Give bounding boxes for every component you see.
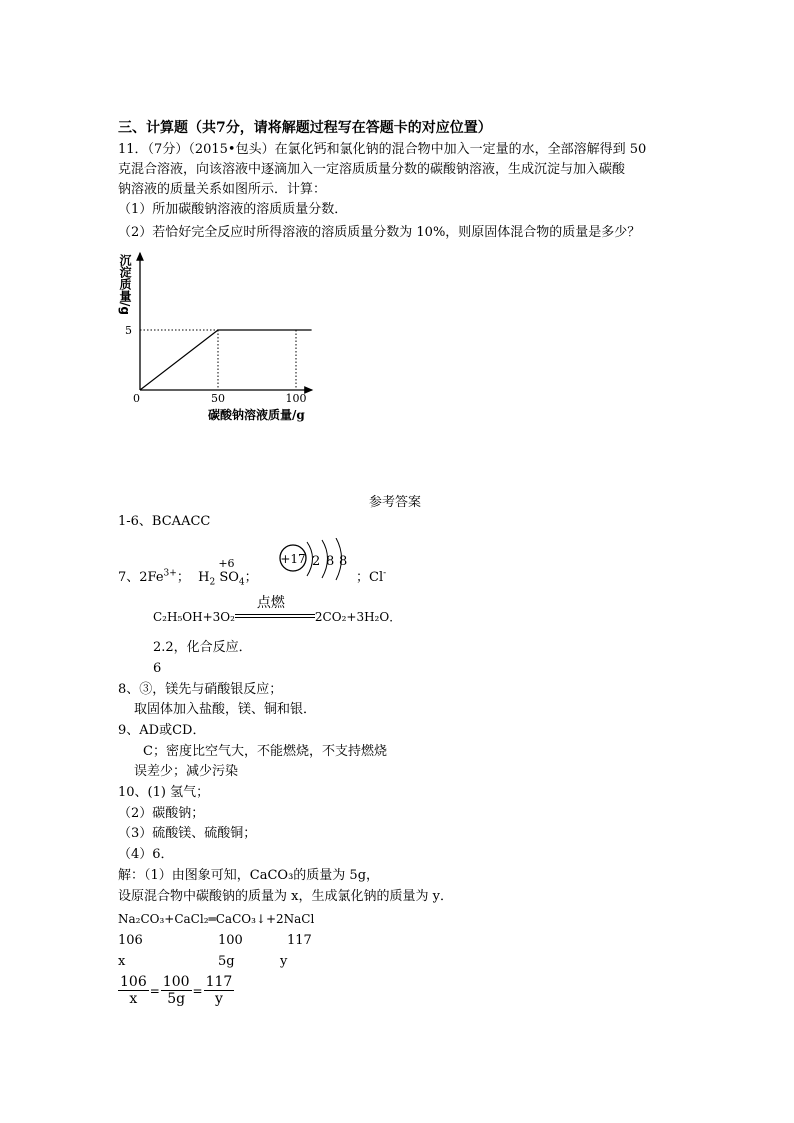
svg-text:8: 8 [339,554,348,569]
answer-7-line2: 2.2，化合反应． [153,640,252,655]
answer-10-line3: （3）硫酸镁、硫酸铜； [118,826,257,841]
precipitate-chart [110,245,330,430]
question-line: 克混合溶液，向该溶液中逐滴加入一定溶质质量分数的碳酸钠溶液，生成沉淀与加入碳酸 [118,162,626,177]
solution-line1: 解：（1）由图象可知，CaCO₃的质量为 5g， [118,868,380,883]
answer-10-line1: 10、(1) 氢气； [118,785,210,800]
solution-row1-a: 106 [118,933,143,948]
answer-9-line3: 误差少；减少污染 [134,764,239,779]
answer-7-line3: 6 [153,661,162,676]
solution-line2: 设原混合物中碳酸钠的质量为 x，生成氯化钠的质量为 y． [118,889,453,904]
svg-text:2: 2 [312,554,321,569]
section-title: 三、计算题（共7分，请将解题过程写在答题卡的对应位置） [118,120,492,136]
precipitate-series-line [140,330,312,390]
answer-8-line2: 取固体加入盐酸，镁、铜和银． [134,702,317,717]
answer-9-line1: 9、AD或CD． [118,723,206,738]
solution-row2-c: y [280,954,288,969]
solution-proportion: $\frac{106}{x}$ = $\frac{100}{5g}$ = $\frac{117}{y}$ [120,974,233,1007]
x-tick-label: 50 [211,392,225,405]
solution-row2-b: 5g [218,954,235,969]
question-sub2: （2）若恰好完全反应时所得溶液的溶质质量分数为 10%，则原固体混合物的质量是多少？ [118,225,641,240]
x-axis-label: 碳酸钠溶液质量/g [208,408,305,422]
answer-10-line4: （4）6． [118,847,174,862]
y-tick-label: 5 [125,324,132,337]
svg-text:+17: +17 [280,552,306,566]
x-tick-label: 100 [285,392,307,405]
solution-equation: Na₂CO₃+CaCl₂═CaCO₃↓+2NaCl [118,912,315,926]
x-tick-label: 0 [133,392,140,405]
answer-10-line2: （2）碳酸钠； [118,806,205,821]
answer-7: 7、$2Fe^{3+}$； $H_2$ S +6 $O_4$； [118,557,258,588]
question-line: 11．（7分）（2015•包头）在氯化钙和氯化钠的混合物中加入一定量的水，全部溶解得到 50 [118,142,647,157]
y-axis-label: 沉淀质量/g [118,254,132,315]
question-sub1: （1）所加碳酸钠溶液的溶质质量分数． [118,202,348,217]
solution-row1-c: 117 [287,933,312,948]
question-line: 钠溶液的质量关系如图所示．计算： [118,182,327,197]
answer-8-line1: 8、③，镁先与硝酸银反应； [118,682,283,697]
answers-title: 参考答案 [369,495,422,510]
chlorine-atom-structure-diagram [276,538,351,588]
chloride-ion: ；Cl- [356,568,387,585]
answer-9-line2: C；密度比空气大，不能燃烧，不支持燃烧 [143,744,387,759]
svg-text:8: 8 [326,554,335,569]
ethanol-combustion-equation: C₂H₅OH+3O₂ 点燃 2CO₂+3H₂O． [153,594,402,624]
solution-row1-b: 100 [218,933,243,948]
answer-1-6: 1-6、BCAACC [118,514,211,529]
solution-row2-a: x [118,954,126,969]
